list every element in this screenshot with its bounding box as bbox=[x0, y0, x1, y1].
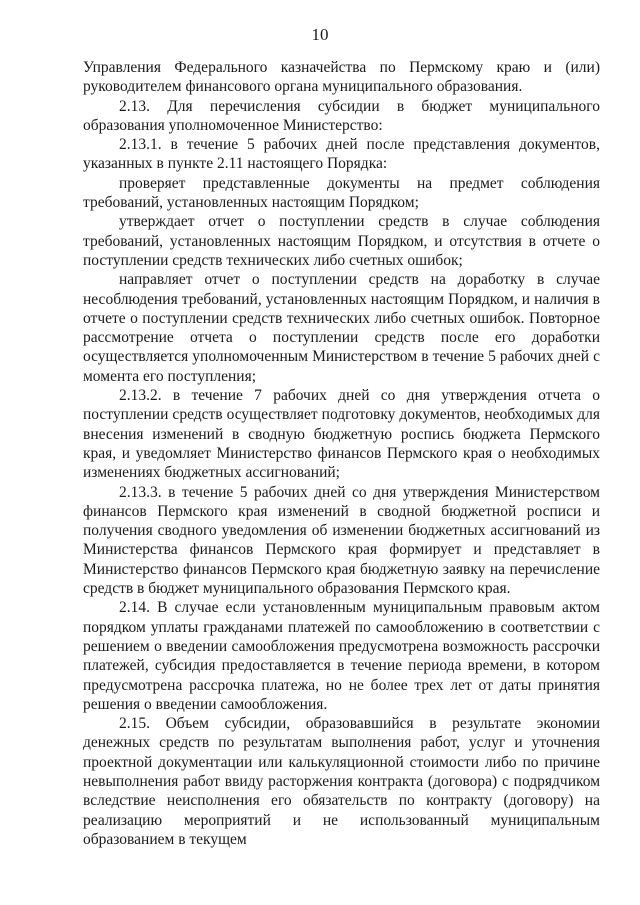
paragraph-2-13-1: 2.13.1. в течение 5 рабочих дней после представления документов, указанных в пункте 2.11 настоящего Порядка: bbox=[83, 136, 600, 173]
paragraph-2-13-2: 2.13.2. в течение 7 рабочих дней со дня утверждения отчета о поступлении средств осуществляет подготовку документов, необходимых для внесения изменений в сводную бюджетную роспись бюджета Пермского края, и уведомляет Министерство финансов Пермского края о необходимых изменениях бюджетных ассигнований; bbox=[83, 387, 600, 482]
paragraph-2-13-3: 2.13.3. в течение 5 рабочих дней со дня утверждения Министерством финансов Пермского края изменений в сводной бюджетной росписи и получения сводного уведомления об изменении бюджетных ассигнований из Министерства финансов Пермского края формирует и представляет в Министерство финансов Пермского края бюджетную заявку на перечисление средств в бюджет муниципального образования Пермского края. bbox=[83, 483, 600, 598]
paragraph-continuation: Управления Федерального казначейства по Пермскому краю и (или) руководителем финансового органа муниципального образования. bbox=[83, 59, 600, 96]
page-number: 10 bbox=[311, 25, 329, 44]
paragraph-2-15: 2.15. Объем субсидии, образовавшийся в результате экономии денежных средств по результатам выполнения работ, услуг и уточнения проектной документации или калькуляционной стоимости либо по причине невыполнения работ ввиду расторжения контракта (договора) с подрядчиком вследствие неисполнения его обязательств по контракту (договору) на реализацию мероприятий и не использованный муниципальным образованием в текущем bbox=[83, 715, 600, 848]
paragraph-2-14: 2.14. В случае если установленным муниципальным правовым актом порядком уплаты гражданами платежей по самообложению в соответствии с решением о введении самообложения предусмотрена возможность рассрочки платежей, субсидия предоставляется в течение периода времени, в котором предусмотрена рассрочка платежа, но не более трех лет от даты принятия решения о введении самообложения. bbox=[83, 599, 600, 713]
paragraph-approve-report: утверждает отчет о поступлении средств в случае соблюдения требований, установленных настоящим Порядком, и отсутствия в отчете о поступлении средств технических либо счетных ошибок; bbox=[83, 213, 600, 269]
paragraph-check-documents: проверяет представленные документы на предмет соблюдения требований, установленных настоящим Порядком; bbox=[83, 174, 600, 212]
paragraph-return-report: направляет отчет о поступлении средств на доработку в случае несоблюдения требований, установленных настоящим Порядком, и наличия в отчете о поступлении средств технических либо счетных ошибок. Повторное рассмотрение отчета о поступлении средств после его доработки осуществляется уполномоченным Министерством в течение 5 рабочих дней с момента его поступления; bbox=[83, 271, 600, 385]
document-body bbox=[83, 58, 600, 849]
paragraph-2-13: 2.13. Для перечисления субсидии в бюджет муниципального образования уполномоченное Министерство: bbox=[83, 97, 600, 134]
